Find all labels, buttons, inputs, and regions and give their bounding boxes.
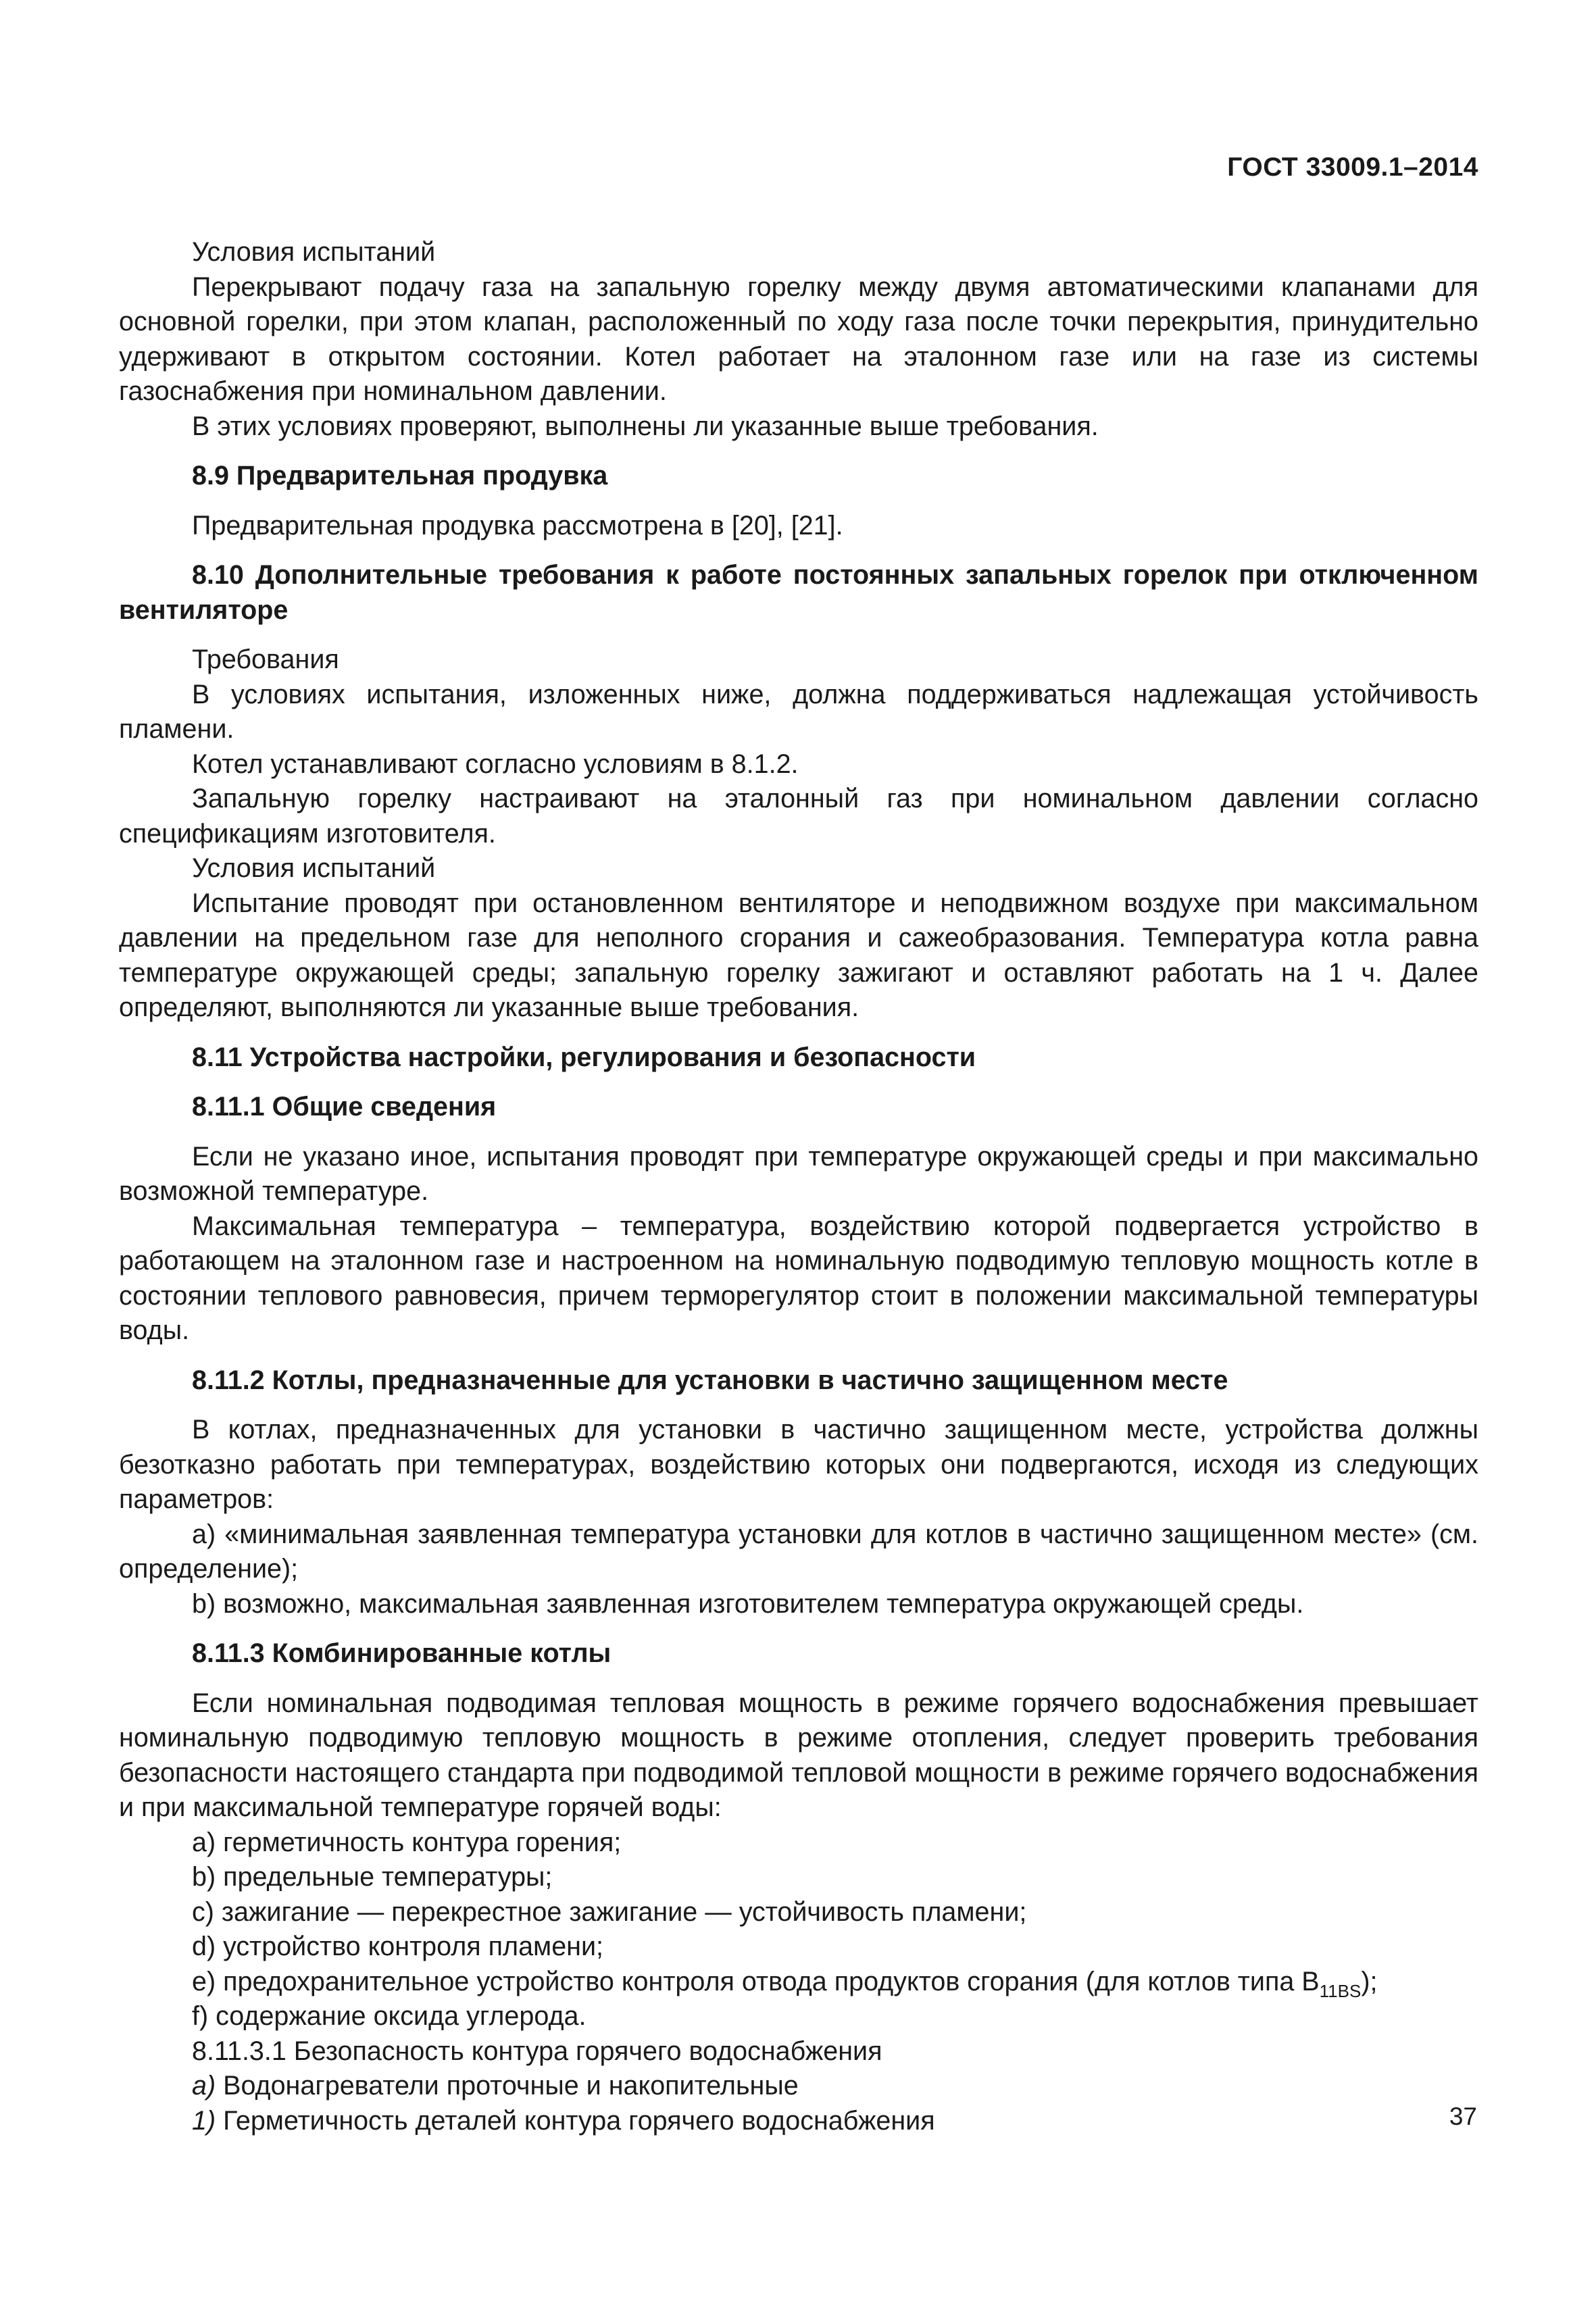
paragraph: В этих условиях проверяют, выполнены ли указанные выше требования. [192, 411, 1099, 441]
paragraph: Испытание проводят при остановленном вентиляторе и неподвижном воздухе при максимальном давлении на предельном газе для неполного сгорания и сажеобразования. Температура котла равна температуре окружающей среды; запальную горелку зажигают и оставляют работать на 1 ч. Далее определяют, выполняются ли указанные выше требования. [119, 888, 1478, 1022]
paragraph: В условиях испытания, изложенных ниже, должна поддерживаться надлежащая устойчивость пламени. [119, 679, 1478, 744]
paragraph: Предварительная продувка рассмотрена в [20], [21]. [192, 510, 843, 540]
page-body [119, 235, 1478, 2138]
paragraph: Условия испытаний [192, 237, 436, 267]
list-item: a) герметичность контура горения; [192, 1827, 622, 1857]
paragraph: Перекрывают подачу газа на запальную горелку между двумя автоматическими клапанами для основной горелки, при этом клапан, расположенный по ходу газа после точки перекрытия, принудительно удерживают в открытом состоянии. Котел работает на эталонном газе или на газе из системы газоснабжения при номинальном давлении. [119, 272, 1478, 406]
list-item: a) «минимальная заявленная температура установки для котлов в частично защищенном месте» (см. определение); [119, 1519, 1478, 1584]
subitem-marker: a) [192, 2071, 216, 2101]
list-item-end: ); [1361, 1966, 1378, 1996]
section-heading-8-10: 8.10 Дополнительные требования к работе постоянных запальных горелок при отключенном вентиляторе [119, 560, 1478, 625]
page-number: 37 [1449, 2103, 1477, 2130]
paragraph: Если номинальная подводимая тепловая мощность в режиме горячего водоснабжения превышает номинальную подводимую тепловую мощность в режиме отопления, следует проверить требования безопасности настоящего стандарта при подводимой тепловой мощности в режиме горячего водоснабжения и при максимальной температуре горячей воды: [119, 1688, 1478, 1822]
subitem-text: Герметичность деталей контура горячего водоснабжения [216, 2105, 935, 2136]
subitem [119, 2104, 1478, 2139]
list-item-text: e) предохранительное устройство контроля отвода продуктов сгорания (для котлов типа B [192, 1966, 1320, 1996]
subitem [119, 2069, 1478, 2104]
list-item: d) устройство контроля пламени; [192, 1932, 604, 1961]
list-item: c) зажигание — перекрестное зажигание — устойчивость пламени; [192, 1896, 1027, 1927]
list-item: b) предельные температуры; [192, 1862, 553, 1892]
section-heading-8-9: 8.9 Предварительная продувка [192, 461, 608, 491]
subscript: 11BS [1319, 1980, 1362, 2001]
section-heading-8-11: 8.11 Устройства настройки, регулирования и безопасности [192, 1042, 976, 1072]
document-code: ГОСТ 33009.1–2014 [1227, 153, 1478, 182]
section-heading-8-11-1: 8.11.1 Общие сведения [192, 1092, 497, 1122]
subsection-title: 8.11.3.1 Безопасность контура горячего водоснабжения [192, 2036, 882, 2066]
list-item: b) возможно, максимальная заявленная изготовителем температура окружающей среды. [192, 1588, 1304, 1619]
paragraph: Максимальная температура – температура, воздействию которой подвергается устройство в работающем на эталонном газе и настроенном на номинальную подводимую тепловую мощность котле в состоянии теплового равновесия, причем терморегулятор стоит в положении максимальной температуры воды. [119, 1211, 1478, 1345]
paragraph: Котел устанавливают согласно условиям в 8.1.2. [192, 749, 799, 779]
paragraph: Условия испытаний [192, 853, 436, 883]
subitem-marker: 1) [192, 2105, 216, 2136]
section-heading-8-11-3: 8.11.3 Комбинированные котлы [192, 1638, 612, 1668]
section-heading-8-11-2: 8.11.2 Котлы, предназначенные для установки в частично защищенном месте [192, 1365, 1228, 1395]
list-item: f) содержание оксида углерода. [192, 2001, 587, 2031]
paragraph: Требования [192, 645, 339, 674]
list-item [119, 1965, 1478, 2000]
subitem-text: Водонагреватели проточные и накопительные [216, 2071, 799, 2101]
paragraph: Запальную горелку настраивают на эталонный газ при номинальном давлении согласно спецификациям изготовителя. [119, 784, 1478, 849]
paragraph: В котлах, предназначенных для установки в частично защищенном месте, устройства должны безотказно работать при температурах, воздействию которых они подвергаются, исходя из следующих параметров: [119, 1415, 1478, 1514]
paragraph: Если не указано иное, испытания проводят при температуре окружающей среды и при максимально возможной температуре. [119, 1141, 1478, 1206]
